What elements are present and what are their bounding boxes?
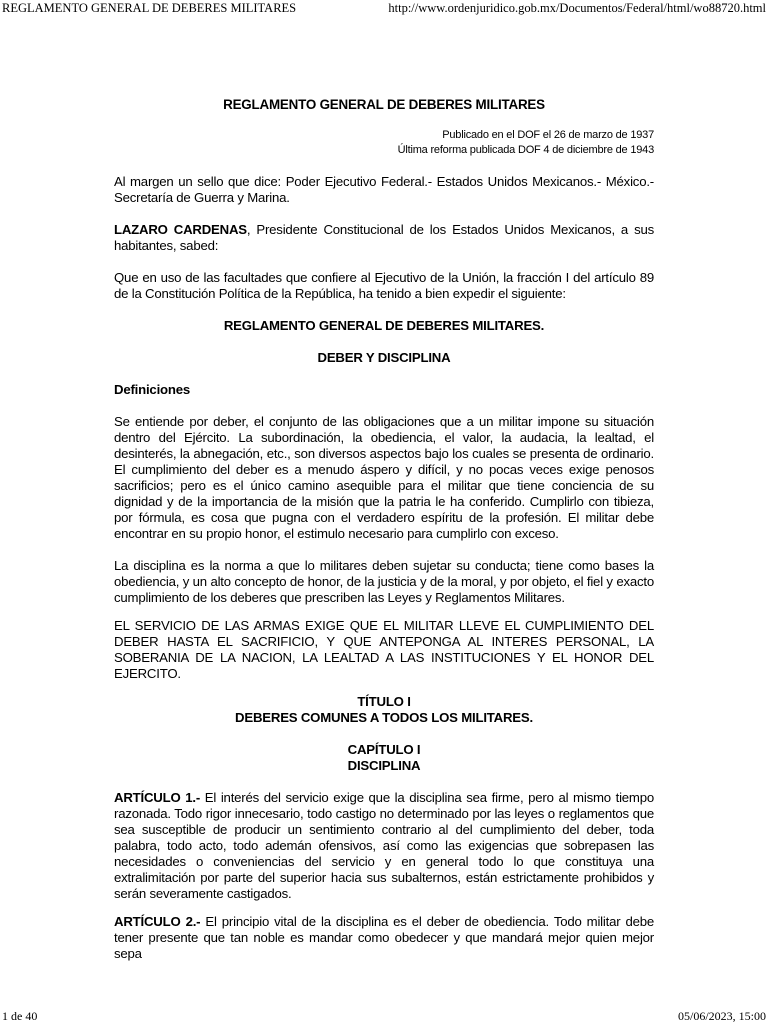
print-header-title: REGLAMENTO GENERAL DE DEBERES MILITARES xyxy=(2,1,297,15)
document-title: REGLAMENTO GENERAL DE DEBERES MILITARES xyxy=(223,97,545,112)
document-body xyxy=(114,97,654,974)
paragraph-margin-seal: Al margen un sello que dice: Poder Ejecutivo Federal.- Estados Unidos Mexicanos.- México.- Secretaría de Guerra y Marina. xyxy=(114,174,654,205)
article-2-text: El principio vital de la disciplina es el deber de obediencia. Todo militar debe tener presente que tan noble es mandar como obedecer y que mandará mejor quien mejor sepa xyxy=(114,914,655,961)
article-2-label: ARTÍCULO 2.- xyxy=(114,914,201,929)
article-1 xyxy=(114,790,654,902)
capitulo-label: CAPÍTULO I xyxy=(347,742,421,757)
president-name: LAZARO CARDENAS xyxy=(114,222,247,237)
paragraph-disciplina: La disciplina es la norma a que lo militares deben sujetar su conducta; tiene como bases la obediencia, y un alto concepto de honor, de la justicia y de la moral, y por objeto, el fiel y exacto cumplimiento de los deberes que prescriben las Leyes y Reglamentos Militares. xyxy=(114,558,654,605)
titulo-label: TÍTULO I xyxy=(357,694,411,709)
last-reform-date: Última reforma publicada DOF 4 de diciembre de 1943 xyxy=(397,144,654,156)
definitions-heading: Definiciones xyxy=(114,382,191,397)
article-1-text: El interés del servicio exige que la disciplina sea firme, pero al mismo tiempo razonada. Todo rigor innecesario, todo castigo no determinado por las leyes o reglamentos que sea susceptible de producir un sentimiento contrario al del cumplimiento del deber, toda palabra, todo acto, todo ademán ofensivos, así como las exigencias que sobrepasen las necesidades o conveniencias del servicio y en general todo lo que constituya una extralimitación por parte del superior hacia sus subalternos, están estrictamente prohibidos y serán severamente castigados. xyxy=(114,790,654,901)
capitulo-name: DISCIPLINA xyxy=(347,758,421,773)
published-date: Publicado en el DOF el 26 de marzo de 1937 xyxy=(442,129,654,141)
print-timestamp: 05/06/2023, 15:00 xyxy=(677,1009,766,1023)
capitulo-heading xyxy=(114,742,654,774)
publication-info xyxy=(114,128,654,158)
titulo-heading xyxy=(114,694,654,726)
section-heading: DEBER Y DISCIPLINA xyxy=(317,350,451,365)
paragraph-facultades: Que en uso de las facultades que confiere al Ejecutivo de la Unión, la fracción I del artículo 89 de la Constitución Política de la República, ha tenido a bien expedir el siguiente: xyxy=(114,270,654,301)
print-header-url: http://www.ordenjuridico.gob.mx/Documentos/Federal/html/wo88720.html xyxy=(388,1,766,15)
page-counter: 1 de 40 xyxy=(2,1009,38,1023)
paragraph-deber: Se entiende por deber, el conjunto de las obligaciones que a un militar impone su situación dentro del Ejército. La subordinación, la obediencia, el valor, la audacia, la lealtad, el desinterés, la abnegación, etc., son diversos aspectos bajo los cuales se presenta de ordinario. El cumplimiento del deber es a menudo áspero y difícil, y no pocas veces exige penosos sacrificios; pero es el único camino asequible para el militar que tiene conciencia de su dignidad y de la importancia de la misión que la patria le ha conferido. Cumplirlo con tibieza, por fórmula, es cosa que pugna con el verdadero espíritu de la profesión. El militar debe encontrar en su propio honor, el estimulo necesario para cumplirlo con exceso. xyxy=(114,414,654,541)
titulo-name: DEBERES COMUNES A TODOS LOS MILITARES. xyxy=(235,710,533,725)
article-1-label: ARTÍCULO 1.- xyxy=(114,790,201,805)
president-text: , Presidente Constitucional de los Estados Unidos Mexicanos, a sus habitantes, sabed: xyxy=(114,222,654,253)
paragraph-servicio: EL SERVICIO DE LAS ARMAS EXIGE QUE EL MILITAR LLEVE EL CUMPLIMIENTO DEL DEBER HASTA EL SACRIFICIO, Y QUE ANTEPONGA AL INTERES PERSONAL, LA SOBERANIA DE LA NACION, LA LEALTAD A LAS INSTITUCIONES Y EL HONOR DEL EJERCITO. xyxy=(114,618,654,681)
subtitle: REGLAMENTO GENERAL DE DEBERES MILITARES. xyxy=(223,318,545,333)
article-2 xyxy=(114,914,654,962)
paragraph-president xyxy=(114,222,654,254)
